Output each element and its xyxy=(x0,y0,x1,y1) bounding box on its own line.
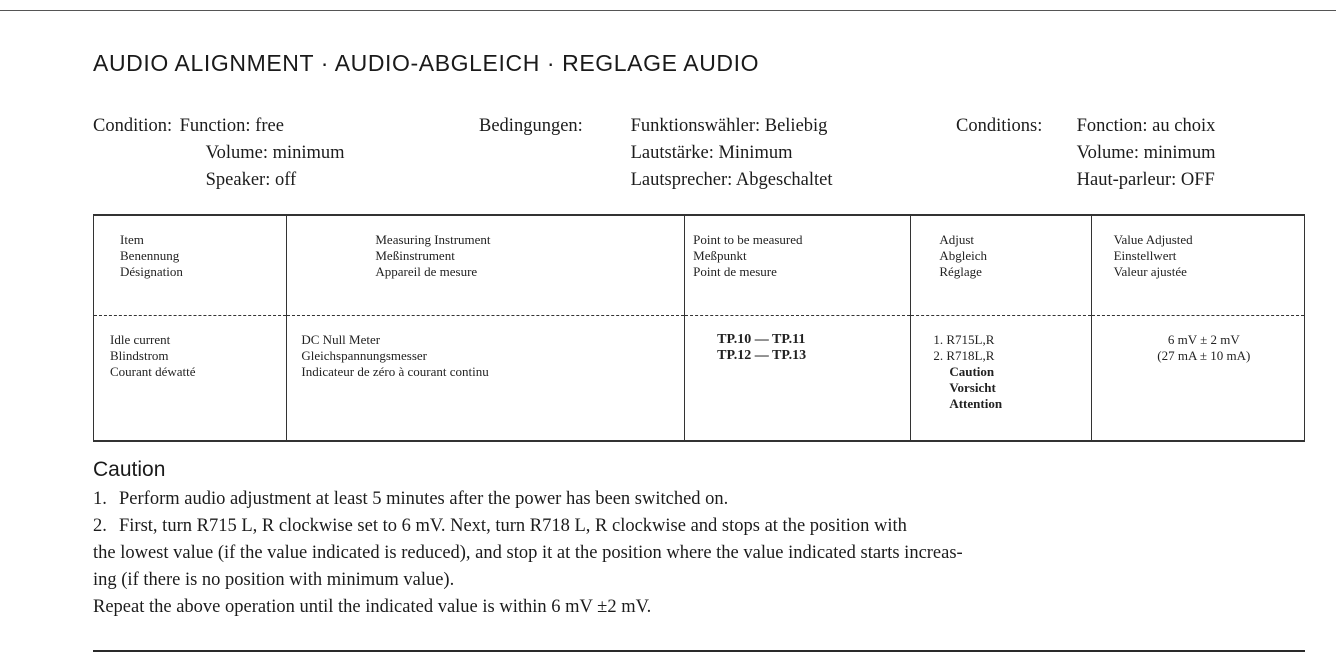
condition-line: Haut-parleur: OFF xyxy=(1076,170,1215,190)
caution-item-text: Perform audio adjustment at least 5 minutes after the power has been switched on. xyxy=(119,489,729,509)
condition-line: Function: free xyxy=(179,116,284,136)
condition-line: Speaker: off xyxy=(205,170,297,190)
caution-item-text: ing (if there is no position with minimum value). xyxy=(93,570,455,590)
caution-item-number: 2. xyxy=(93,516,107,536)
condition-line: Volume: minimum xyxy=(205,143,345,163)
cell-item: Idle current Blindstrom Courant déwatté xyxy=(110,332,196,379)
condition-line: Lautstärke: Minimum xyxy=(630,143,793,163)
condition-line: Lautsprecher: Abgeschaltet xyxy=(630,170,833,190)
conditions-english xyxy=(93,113,345,194)
cell-measuring-instrument: DC Null Meter Gleichspannungsmesser Indicateur de zéro à courant continu xyxy=(287,316,685,442)
page-title: AUDIO ALIGNMENT · AUDIO-ABGLEICH · REGLAGE AUDIO xyxy=(93,50,760,76)
condition-line: Volume: minimum xyxy=(1076,143,1216,163)
top-rule xyxy=(0,10,1336,11)
cell-value-adjusted: 6 mV ± 2 mV (27 mA ± 10 mA) xyxy=(1091,316,1304,442)
header-measuring-instrument: Measuring Instrument Meßinstrument Appareil de mesure xyxy=(287,215,685,316)
cell-test-points: TP.10 — TP.11 TP.12 — TP.13 xyxy=(685,316,911,442)
caution-list xyxy=(93,486,1308,621)
caution-item-number: 1. xyxy=(93,489,107,509)
caution-item-text: Repeat the above operation until the indicated value is within 6 mV ±2 mV. xyxy=(93,597,652,617)
caution-item xyxy=(93,486,1308,513)
condition-line: Fonction: au choix xyxy=(1076,116,1216,136)
caution-heading: Caution xyxy=(93,458,166,481)
header-point-to-be-measured: Point to be measured Meßpunkt Point de mesure xyxy=(685,215,911,316)
cell-adjust: 1. R715L,R 2. R718L,R Caution Vorsicht Attention xyxy=(911,316,1091,442)
condition-label: Condition: xyxy=(93,116,173,136)
conditions-german xyxy=(479,113,833,194)
condition-label: Bedingungen: xyxy=(479,116,583,136)
table-header-row xyxy=(94,215,1305,316)
table-row xyxy=(94,316,1305,442)
header-value-adjusted: Value Adjusted Einstellwert Valeur ajustée xyxy=(1091,215,1304,316)
bottom-rule xyxy=(93,650,1305,652)
header-adjust: Adjust Abgleich Réglage xyxy=(911,215,1091,316)
caution-item xyxy=(93,513,1308,540)
condition-line: Funktionswähler: Beliebig xyxy=(630,116,828,136)
header-item: Item Benennung Désignation xyxy=(94,215,287,316)
condition-label: Conditions: xyxy=(956,116,1043,136)
caution-item-text: the lowest value (if the value indicated is reduced), and stop it at the position where the value indicated starts increas- xyxy=(93,543,963,563)
conditions-french xyxy=(956,113,1216,194)
alignment-table xyxy=(93,214,1305,442)
caution-item-text: First, turn R715 L, R clockwise set to 6 mV. Next, turn R718 L, R clockwise and stops at the position with xyxy=(119,516,907,536)
